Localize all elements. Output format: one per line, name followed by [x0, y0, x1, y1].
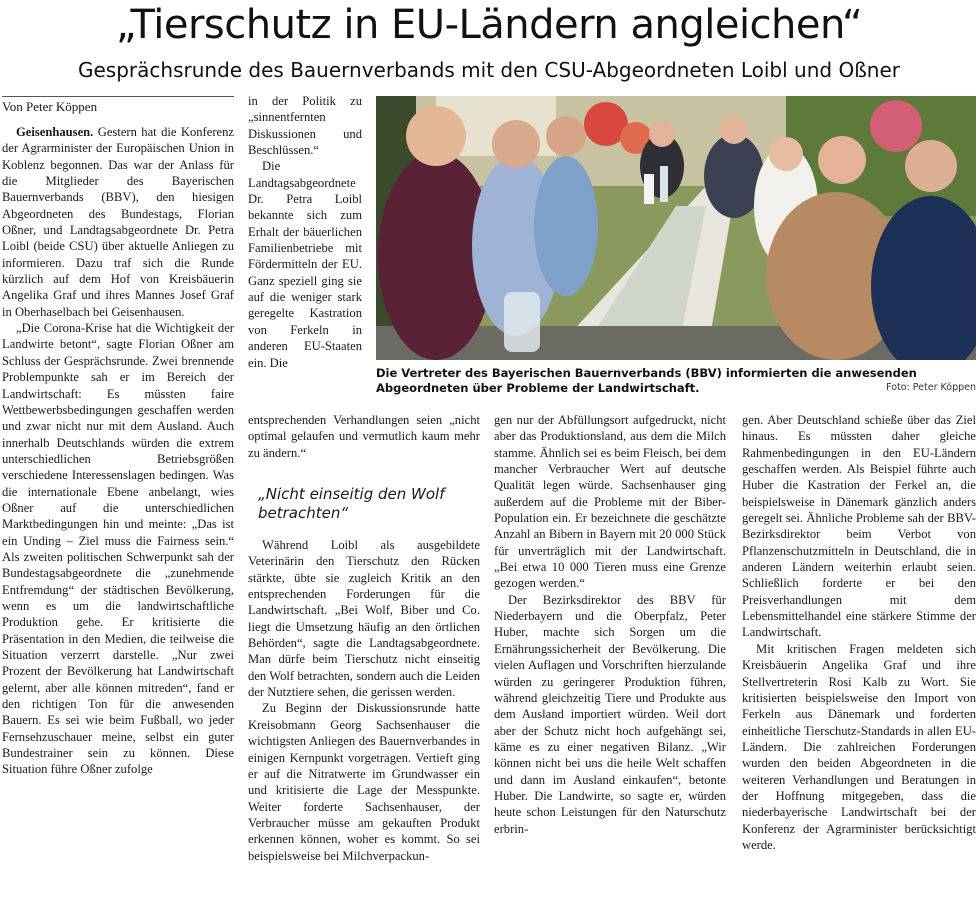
- paragraph-11: Mit kritischen Fragen meldeten sich Kreisbäuerin Angelika Graf und ihre Stellvertreterin Rosi Kalb zu Wort. Sie kritisierten beispielsweise den Import von Ferkeln aus Dänemark und forderten einheitliche Tierschutz-Standards in allen EU-Ländern. Die zahlreichen Forderungen wurden den beiden Abgeordneten in die weiteren Verhandlungen und Beratungen in der Hoffnung mitgegeben, dass die niederbayerische Landwirtschaft bei der Konferenz der Agrarminister berücksichtigt werde.: [742, 641, 976, 852]
- article-column-3: [494, 412, 726, 837]
- paragraph-1: Geisenhausen. Gestern hat die Konferenz der Agrarminister der Europäischen Union in Koblenz begonnen. Das war der Anlass für die Mitglieder des Bayerischen Bauernverbands (BBV), den hiesigen Abgeordneten des Bundestags, Florian Oßner, und Landtagsabgeordnete Dr. Petra Loibl (beide CSU) über aktuelle Anliegen zu informieren. Dazu traf sich die Runde kürzlich auf dem Hof von Kreisbäuerin Angelika Graf und ihres Mannes Josef Graf in Oberhaselbach bei Geisenhausen.: [2, 125, 234, 319]
- paragraph-10: gen. Aber Deutschland schieße über das Ziel hinaus. Es müssten daher gleiche Rahmenbedingungen in den EU-Ländern geschaffen werden. Als Beispiel führte auch Huber die Kastration der Ferkel an, die beispielsweise in Dänemark gänzlich anders geregelt sei. Ähnliche Probleme sah der BBV-Bezirksdirektor beim Verbot von Pflanzenschutzmitteln in Deutschland, die in anderen Ländern weiterhin erlaubt seien. Schließlich forderte er bei den Preisverhandlungen mit dem Lebensmittelhandel eine stärkere Stimme der Landwirtschaft.: [742, 413, 976, 640]
- article-column-2-top: [248, 93, 362, 371]
- dateline: Geisenhausen.: [16, 125, 94, 139]
- photo-credit: Foto: Peter Köppen: [886, 382, 976, 393]
- paragraph-6: Während Loibl als ausgebildete Veterinärin den Tierschutz den Rücken stärkte, übte sie zugleich Kritik an den entsprechenden Forderungen für die Landwirtschaft. „Bei Wolf, Biber und Co. liegt die Umsetzung häufig an den örtlichen Behörden“, sagte die Landtagsabgeordnete. Man dürfe beim Tierschutz nicht einseitig den Wolf betrachten, sondern auch die Leiden der Nutztiere sehen, die gerissen werden.: [248, 538, 480, 700]
- photo-caption: Die Vertreter des Bayerischen Bauernverbands (BBV) informierten die anwesenden Abgeordneten über Probleme der Landwirtschaft.: [376, 366, 917, 395]
- paragraph-4: Die Landtagsabgeordnete Dr. Petra Loibl bekannte sich zum Erhalt der bäuerlichen Familienbetriebe mit Fördermitteln der EU. Ganz speziell ging sie auf die weniger stark geregelte Kastration von Ferkeln in anderen EU-Staaten ein. Die: [248, 159, 362, 370]
- paragraph-9: Der Bezirksdirektor des BBV für Niederbayern und die Oberpfalz, Peter Huber, machte sich Sorgen um die Ernährungssicherheit der Bevölkerung. Die vielen Auflagen und Vorschriften hierzulande würden zu geringerer Produktion führen, während gleichzeitig Tiere und Produkte aus dem Ausland importiert würden. Weil dort aber der Schutz nicht hoch aufgehängt sei, käme es zu einer negativen Bilanz. „Wir können nicht bei uns die heile Welt schaffen und dann im Ausland einkaufen“, betonte Huber. Die Landwirte, so sagte er, würden heute schon Leistungen für den Naturschutz erbrin-: [494, 592, 726, 836]
- group-photo: [376, 96, 976, 360]
- headline: „Tierschutz in EU-Ländern angleichen“: [115, 2, 863, 48]
- paragraph-3: in der Politik zu „sinnentfernten Diskussionen und Beschlüssen.“: [248, 94, 362, 158]
- section-subhead: „Nicht einseitig den Wolf betrachten“: [258, 485, 445, 523]
- photo-illustration: [376, 96, 976, 360]
- paragraph-2: „Die Corona-Krise hat die Wichtigkeit der Landwirte betont“, sagte Florian Oßner am Schluss der Gesprächsrunde. Zwei brennende Problempunkte sah er im Bereich der Landwirtschaft: Es müssten faire Wettbewerbsbedingungen geschaffen werden und zwar nicht nur mit dem Ausland. Auch innerhalb Deutschlands würden die extrem unterschiedlichen Betriebsgrößen verschiedene Interessenslagen bedingen. Was die internationale Ebene anbelangt, wies Oßner auf die unterschiedlichen Marktbedingungen hin und meinte: „Das ist ein Unding – Ziel muss die Fairness sein.“ Als zweiten politischen Schwerpunkt sah der Bundestagsabgeordnete die „zunehmende Entfremdung“ der städtischen Bevölkerung, wenn es um die landwirtschaftliche Produktion gehe. Er kritisierte die Präsentation in den Medien, die teilweise die Situation verzerrt darstelle. „Nur zwei Prozent der Bevölkerung hat Landwirtschaft gelernt, aber alle können mitreden“, fand er den richtigen Ton für die anwesenden Bauern. Es sei wie beim Fußball, wo jeder Fernsehzuschauer meine, selbst ein guter Bundestrainer sein zu können. Diese Situation führe Oßner zufolge: [2, 321, 234, 777]
- paragraph-5: entsprechenden Verhandlungen seien „nicht optimal gelaufen und vermutlich kaum mehr zu ändern.“: [248, 413, 480, 460]
- article-column-2-bottom: [248, 412, 480, 864]
- subheadline: Gesprächsrunde des Bauernverbands mit den CSU-Abgeordneten Loibl und Oßner: [78, 58, 900, 82]
- byline: Von Peter Köppen: [2, 96, 234, 116]
- article-column-1: [2, 124, 234, 778]
- paragraph-7: Zu Beginn der Diskussionsrunde hatte Kreisobmann Georg Sachsenhauser die wichtigsten Anliegen des Bauernverbandes in einigen Kernpunkt vorgetragen. Vertieft ging er auf die Nitratwerte im Grundwasser ein und kritisierte die Lage der Messpunkte. Weiter forderte Sachsenhauser, der Verbraucher müsse am gekauften Produkt erkennen können, woher es kommt. So sei beispielsweise bei Milchverpackun-: [248, 701, 480, 863]
- paragraph-8: gen nur der Abfüllungsort aufgedruckt, nicht aber das Produktionsland, aus dem die Milch stamme. Ähnlich sei es beim Fleisch, bei dem mancher Verbraucher Wert auf deutsche Qualität legen würde. Sachsenhauser ging außerdem auf die Probleme mit der Biber-Population ein. Er bezeichnete die geschätzte Anzahl an Bibern in Bayern mit 20 000 Stück für unverträglich mit der Landwirtschaft. „Bei etwa 10 000 Tieren muss eine Grenze gezogen werden.“: [494, 413, 726, 591]
- article-column-4: [742, 412, 976, 853]
